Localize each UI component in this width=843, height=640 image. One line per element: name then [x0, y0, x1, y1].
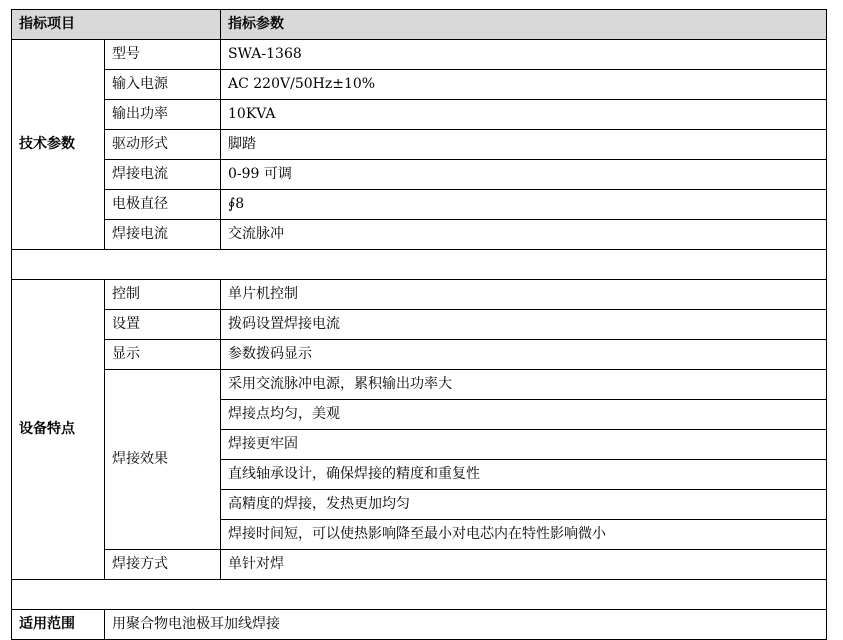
row-value: 单片机控制 — [221, 280, 827, 310]
row-label: 控制 — [105, 280, 221, 310]
table-row — [12, 550, 827, 580]
row-value: SWA-1368 — [221, 40, 827, 70]
row-value: ∮8 — [221, 190, 827, 220]
row-value: 焊接时间短，可以使热影响降至最小对电芯内在特性影响微小 — [221, 520, 827, 550]
row-label: 焊接电流 — [105, 160, 221, 190]
table-row — [12, 100, 827, 130]
table-row — [12, 340, 827, 370]
row-label: 型号 — [105, 40, 221, 70]
table-row — [12, 370, 827, 400]
row-value: 脚踏 — [221, 130, 827, 160]
table-header-row — [12, 10, 827, 40]
row-value: 拨码设置焊接电流 — [221, 310, 827, 340]
row-label: 输入电源 — [105, 70, 221, 100]
category-scope: 适用范围 — [12, 610, 105, 640]
section-divider — [12, 250, 827, 280]
row-label: 显示 — [105, 340, 221, 370]
table-row — [12, 310, 827, 340]
category-device-features: 设备特点 — [12, 280, 105, 580]
row-value: 直线轴承设计，确保焊接的精度和重复性 — [221, 460, 827, 490]
row-value: 交流脉冲 — [221, 220, 827, 250]
row-value: 采用交流脉冲电源，累积输出功率大 — [221, 370, 827, 400]
row-label-weld-effect: 焊接效果 — [105, 370, 221, 550]
section-divider — [12, 580, 827, 610]
table-row — [12, 610, 827, 640]
header-col-item: 指标项目 — [12, 10, 221, 40]
header-col-param: 指标参数 — [221, 10, 827, 40]
row-value: 参数拨码显示 — [221, 340, 827, 370]
row-value: 0-99 可调 — [221, 160, 827, 190]
row-label: 焊接电流 — [105, 220, 221, 250]
row-label: 输出功率 — [105, 100, 221, 130]
table-row — [12, 70, 827, 100]
table-row — [12, 280, 827, 310]
table-row — [12, 190, 827, 220]
row-value: 高精度的焊接，发热更加均匀 — [221, 490, 827, 520]
row-label: 驱动形式 — [105, 130, 221, 160]
category-tech-params: 技术参数 — [12, 40, 105, 250]
spec-table — [11, 9, 827, 640]
spec-table-container — [11, 9, 826, 640]
row-label: 焊接方式 — [105, 550, 221, 580]
row-value: 单针对焊 — [221, 550, 827, 580]
row-value: 10KVA — [221, 100, 827, 130]
row-label: 设置 — [105, 310, 221, 340]
row-value-scope: 用聚合物电池极耳加线焊接 — [105, 610, 827, 640]
row-value: AC 220V/50Hz±10% — [221, 70, 827, 100]
row-value: 焊接更牢固 — [221, 430, 827, 460]
table-row — [12, 220, 827, 250]
table-row — [12, 160, 827, 190]
table-row — [12, 130, 827, 160]
table-row — [12, 40, 827, 70]
row-label: 电极直径 — [105, 190, 221, 220]
row-value: 焊接点均匀，美观 — [221, 400, 827, 430]
